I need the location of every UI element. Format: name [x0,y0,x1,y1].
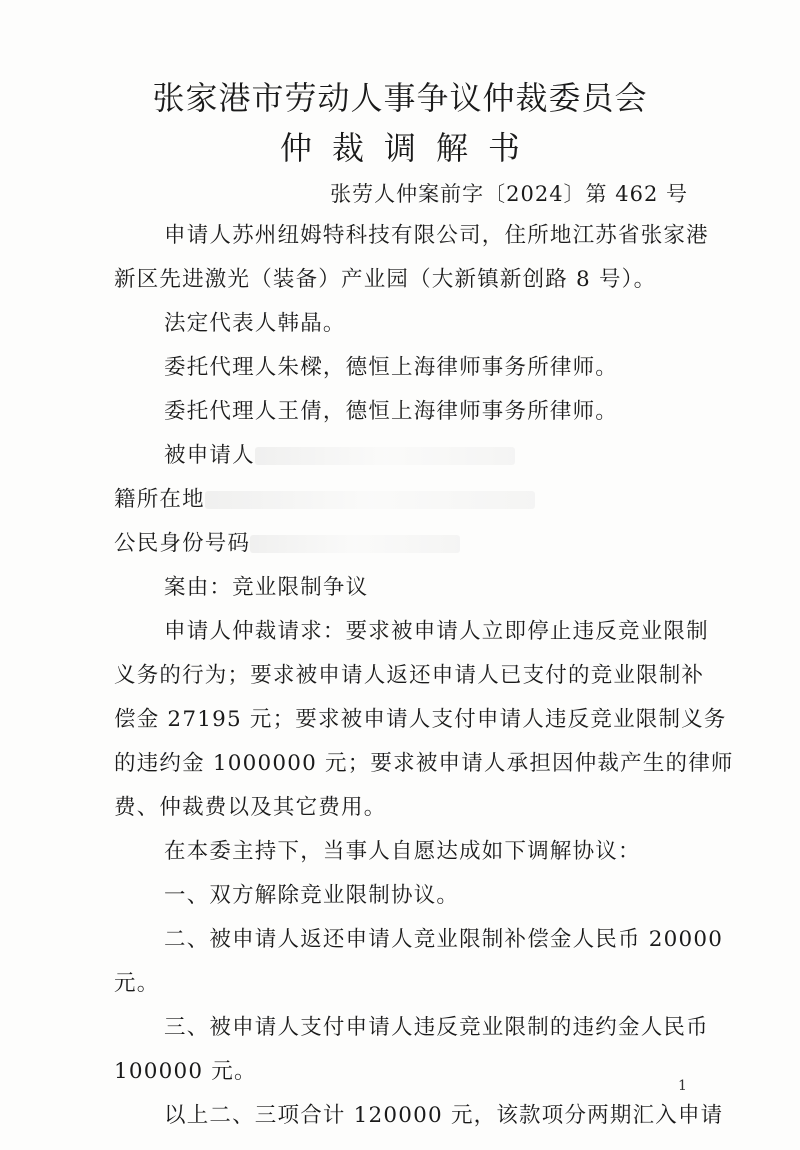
agreement-item-2-line-1: 二、被申请人返还申请人竞业限制补偿金人民币 20000 [164,927,724,952]
mediation-intro: 在本委主持下，当事人自愿达成如下调解协议： [164,839,641,864]
id-number-line [114,526,460,557]
claims-line-3: 偿金 27195 元；要求被申请人支付申请人违反竞业限制义务 [114,707,727,732]
case-cause: 案由：竞业限制争议 [164,575,369,600]
respondent-line [164,438,515,469]
agreement-item-3-line-1: 三、被申请人支付申请人违反竞业限制的违约金人民币 [164,1015,709,1040]
redacted-block [205,491,535,509]
total-line: 以上二、三项合计 120000 元，该款项分两期汇入申请 [164,1103,724,1128]
applicant-line-1: 申请人苏州纽姆特科技有限公司，住所地江苏省张家港 [164,223,709,248]
page-number: 1 [678,1078,687,1094]
redacted-block [250,535,460,553]
claims-line-2: 义务的行为；要求被申请人返还申请人已支付的竞业限制补 [114,663,705,688]
agreement-item-2-line-2: 元。 [114,971,160,996]
redacted-block [255,447,515,465]
agreement-item-3-line-2: 100000 元。 [114,1059,257,1084]
id-number-label: 公民身份号码 [114,531,251,556]
claims-line-4: 的违约金 1000000 元；要求被申请人承担因仲裁产生的律师 [114,751,734,776]
document-subtitle: 仲裁调解书 [279,129,540,167]
case-number: 张劳人仲案前字〔2024〕第 462 号 [330,182,688,206]
document-title: 张家港市劳动人事争议仲裁委员会 [152,79,648,117]
claims-line-1: 申请人仲裁请求：要求被申请人立即停止违反竞业限制 [164,619,709,644]
claims-line-5: 费、仲裁费以及其它费用。 [114,795,387,820]
domicile-label: 籍所在地 [114,487,205,512]
legal-representative: 法定代表人韩晶。 [164,311,346,336]
domicile-line [114,482,535,513]
applicant-line-2: 新区先进激光（装备）产业园（大新镇新创路 8 号）。 [114,267,657,292]
agreement-item-1: 一、双方解除竞业限制协议。 [164,883,460,908]
agent-1: 委托代理人朱樑，德恒上海律师事务所律师。 [164,355,619,380]
agent-2: 委托代理人王倩，德恒上海律师事务所律师。 [164,399,619,424]
respondent-label: 被申请人 [164,443,255,468]
